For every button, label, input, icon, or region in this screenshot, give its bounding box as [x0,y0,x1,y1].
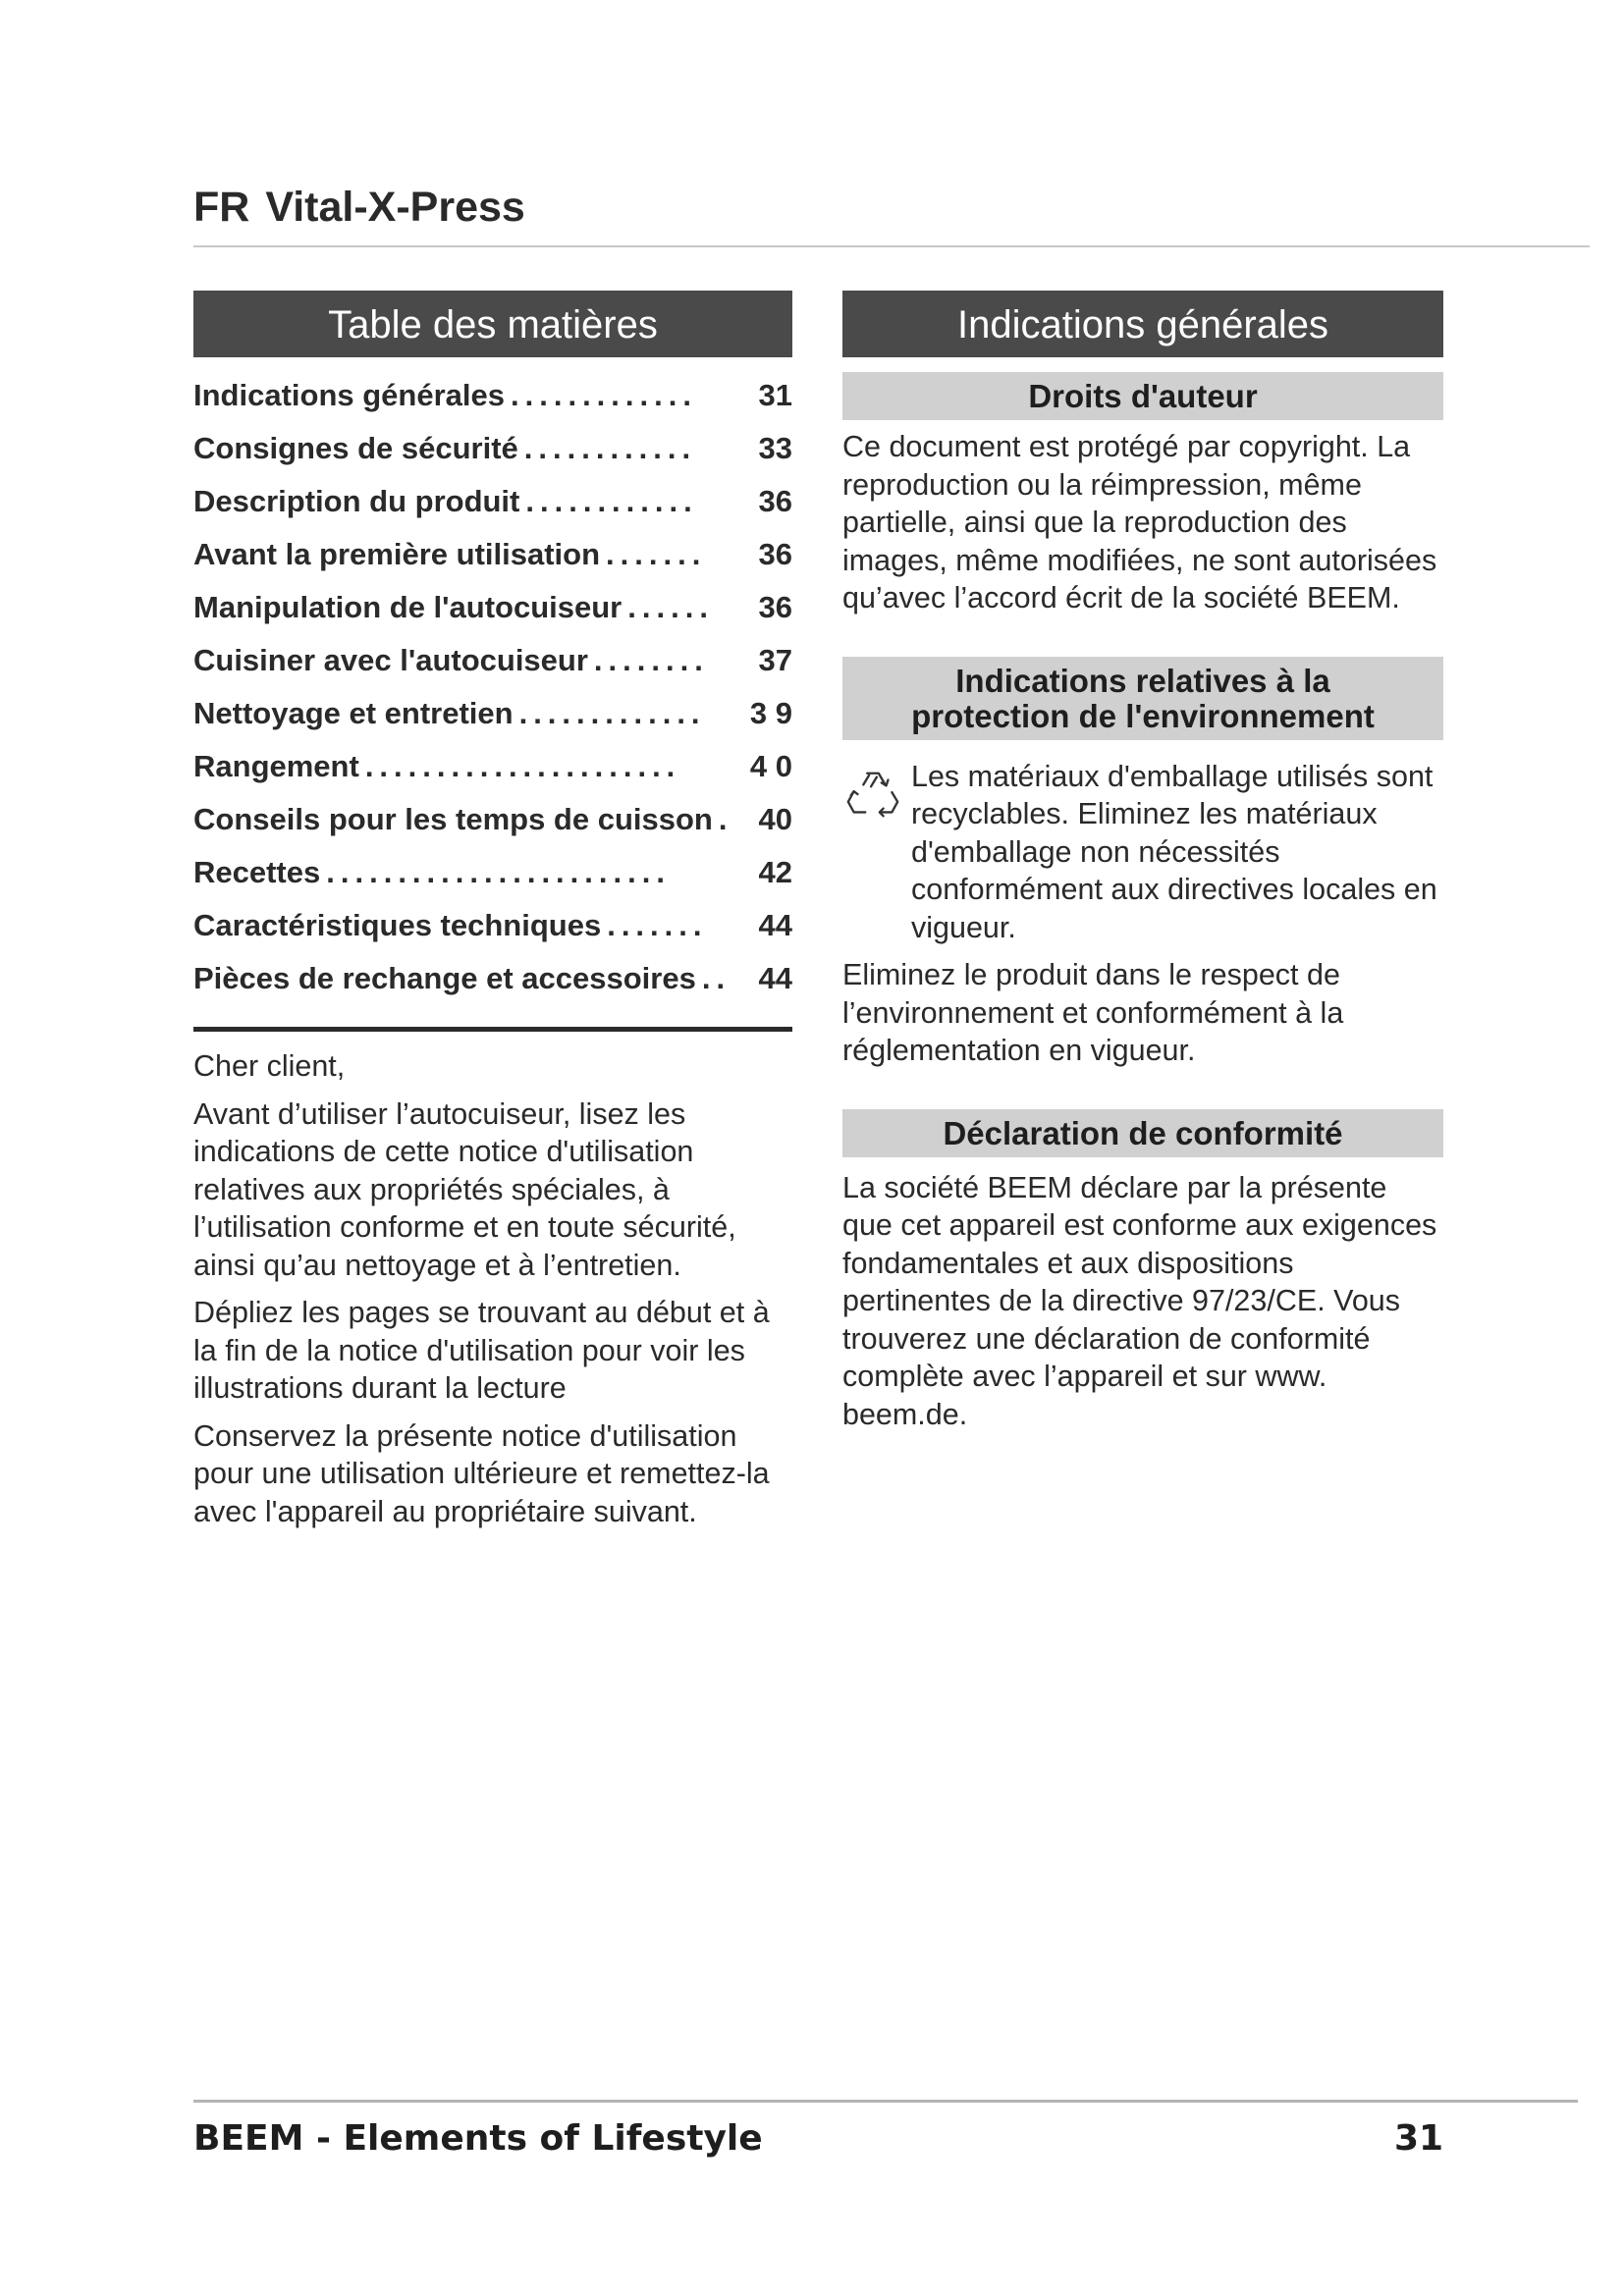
toc-leader: ............. [518,696,706,730]
header-divider [193,245,1590,247]
copyright-heading: Droits d'auteur [842,372,1443,420]
intro-salutation: Cher client, [193,1049,346,1083]
left-column [193,291,792,1530]
toc-leader: ........................ [326,855,671,889]
toc-entry[interactable] [193,581,792,634]
intro-paragraph: Conservez la présente notice d'utilisation pour une utilisation ultérieure et remettez-la avec l'appareil au propriétaire suivant. [193,1418,770,1528]
toc-entry[interactable] [193,793,792,846]
toc-entry[interactable] [193,952,792,1005]
toc-entry[interactable] [193,369,792,422]
toc-leader: .. [701,961,731,995]
environment-text: Les matériaux d'emballage utilisés sont recyclables. Eliminez les matériaux d'emballage non nécessités conformément aux directives locales en vigueur. [911,759,1437,944]
toc-leader: ............ [525,484,698,518]
conformity-heading: Déclaration de conformité [842,1109,1443,1157]
toc-entry-page: 44 [758,908,792,942]
toc-entry-label: Cuisiner avec l'autocuiseur [193,643,588,677]
toc-leader: ...... [627,590,714,624]
toc-entry-label: Consignes de sécurité [193,431,518,465]
toc-entry-label: Caractéristiques techniques [193,908,602,942]
environment-text: Eliminez le produit dans le respect de l’environnement et conformément à la réglementation en vigueur. [842,958,1344,1067]
toc-leader: . [718,802,733,836]
toc-entry-label: Pièces de rechange et accessoires [193,961,696,995]
toc-entry-page: 44 [758,961,792,995]
conformity-text: La société BEEM déclare par la présente que cet appareil est conforme aux exigences fondamentales et aux dispositions pertinentes de la directive 97/23/CE. Vous trouverez une déclaration de conformité complète avec l’appareil et sur www. beem.de. [842,1170,1437,1431]
toc-entry-page: 37 [758,643,792,677]
environment-note [842,758,1443,947]
toc-entry[interactable] [193,528,792,581]
toc-leader: ........ [593,643,709,677]
toc-heading: Table des matières [193,291,792,357]
language-code: FR [193,184,250,231]
toc-leader: ............. [511,378,697,412]
toc-divider [193,1027,792,1032]
toc-entry[interactable] [193,475,792,528]
general-heading: Indications générales [842,291,1443,357]
environment-heading [842,657,1443,740]
toc-entry-page: 36 [758,590,792,624]
right-column [842,291,1443,1433]
toc-entry-label: Indications générales [193,378,505,412]
toc-entry[interactable] [193,687,792,740]
toc-entry-label: Conseils pour les temps de cuisson [193,802,713,836]
page-header [193,184,541,232]
footer-divider [193,2100,1578,2103]
toc-entry[interactable] [193,740,792,793]
toc-leader: ...................... [364,749,681,783]
environment-heading-line: Indications relatives à la [955,662,1330,699]
toc-entry-page: 40 [758,802,792,836]
toc-entry[interactable] [193,899,792,952]
toc-leader: ....... [607,908,708,942]
toc-leader: ....... [606,537,707,571]
toc-entry-label: Manipulation de l'autocuiseur [193,590,623,624]
toc-entry[interactable] [193,846,792,899]
toc-entry-page: 3 9 [749,696,792,730]
document-title: Vital-X-Press [265,184,525,231]
recycle-icon [842,766,903,827]
toc-entry[interactable] [193,634,792,687]
toc-entry-page: 33 [758,431,792,465]
footer-brand: BEEM - Elements of Lifestyle [193,2118,763,2159]
intro-paragraph: Dépliez les pages se trouvant au début et à la fin de la notice d'utilisation pour voir les illustrations durant la lecture [193,1296,770,1405]
environment-heading-line: protection de l'environnement [911,697,1375,734]
toc-entry-page: 36 [758,537,792,571]
toc-entry-label: Rangement [193,749,359,783]
toc-entry-page: 4 0 [749,749,792,783]
toc-entry-label: Nettoyage et entretien [193,696,514,730]
intro-paragraph: Avant d’utiliser l’autocuiseur, lisez les indications de cette notice d'utilisation relatives aux propriétés spéciales, à l’utilisation conforme et en toute sécurité, ainsi qu’au nettoyage et à l’entretien. [193,1096,736,1282]
toc-entry-page: 42 [758,855,792,889]
toc-entry-page: 36 [758,484,792,518]
toc-leader: ............ [523,431,697,465]
copyright-text: Ce document est protégé par copyright. La reproduction ou la réimpression, même partielle, ainsi que la reproduction des images, même modifiées, ne sont autorisées qu’avec l’accord écrit de la société BEEM. [842,430,1437,614]
toc-entry-page: 31 [758,378,792,412]
toc-entry-label: Avant la première utilisation [193,537,601,571]
toc-entry-label: Recettes [193,855,321,889]
page-number: 31 [1394,2118,1444,2159]
toc-entry[interactable] [193,422,792,475]
table-of-contents [193,369,792,1005]
toc-entry-label: Description du produit [193,484,520,518]
